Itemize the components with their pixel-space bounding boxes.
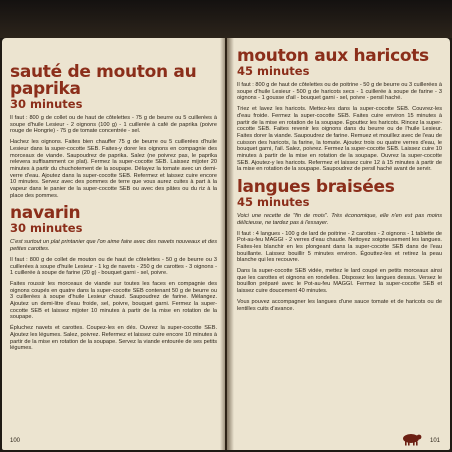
recipe-time: 45 minutes	[237, 195, 310, 210]
recipe-time: 45 minutes	[237, 64, 310, 78]
serving-paragraph: Vous pouvez accompagner les langues d'une sauce tomate et de haricots ou de lentilles cuits d'avance.	[237, 298, 442, 312]
left-page-content	[10, 64, 217, 358]
recipe-title: langues braisées	[237, 177, 395, 198]
mutton-icon	[400, 432, 422, 446]
recipe-title: sauté de mouton au paprika	[10, 62, 197, 99]
instructions-paragraph: Faites roussir les morceaux de viande sur toutes les faces en compagnie des oignons coupés en quatre dans la super-cocotte SEB contenant 50 g de beurre ou 3 cuillerées à soupe d'huile Lesieur chaud. Saupoudrez de farine. Mélangez. Ajoutez un demi-litre d'eau froide, sel, poivre, bouquet garni. Fermez la super-cocotte SEB et laissez mijoter 10 minutes à partir de la mise en rotation de la soupape.	[10, 280, 217, 321]
instructions-paragraph: Hachez les oignons. Faites bien chauffer 75 g de beurre ou 5 cuillerées d'huile Lesieur dans la super-cocotte SEB. Faites-y dorer les oignons en compagnie des morceaux de viande. Saupoudrez de paprika. Salez (ne poivrez pas, le paprika relevera suffisamment ce plat). Fermez la super-cocotte SEB. Laissez mijoter 20 minutes à partir du chuchotement de la soupape. Délayez la tomate avec un demi-verre d'eau. Ajoutez dans la super-cocotte SEB. Refermez et laissez cuire encore 10 minutes. Servez avec des pommes de terre que vous aurez cuites à part à la vapeur dans le panier de la super-cocotte SEB ou avec des pâtes ou du riz à la place des pommes.	[10, 139, 217, 199]
right-page-content	[237, 48, 442, 318]
right-page	[227, 38, 450, 450]
ingredients-paragraph: Il faut : 4 langues - 100 g de lard de poitrine - 2 carottes - 2 oignons - 1 tablette de Pot-au-feu MAGGI - 2 verres d'eau chaude. Nettoyez soigneusement les langues. Faites-les blanchir en les plongeant dans la super-cocotte SEB dans de l'eau bouillante. Laissez bouillir 5 minutes environ. Égouttez-les et retirez la peau blanche qui les recouvre.	[237, 230, 442, 264]
page-number: 101	[429, 438, 440, 444]
recipe-navarin	[10, 205, 217, 352]
recipe-langues-braisees	[237, 179, 442, 312]
recipe-intro: C'est surtout un plat printanier que l'on aime faire avec des navets nouveaux et des petites carottes.	[10, 239, 217, 253]
instructions-paragraph: Épluchez navets et carottes. Coupez-les en dés. Ouvrez la super-cocotte SEB. Ajoutez les légumes. Salez, poivrez. Refermez et laissez cuire encore 10 minutes à partir de la mise en rotation de la soupape. Servez la viande entourée de ses petits légumes.	[10, 325, 217, 352]
instructions-paragraph: Triez et lavez les haricots. Mettez-les dans la super-cocotte SEB. Couvrez-les d'eau froide. Fermez la super-cocotte SEB. Faites cuire environ 15 minutes à partir de la mise en rotation de la soupape. Égouttez les haricots. Rincez la super-cocotte SEB. Faites revenir les oignons dans du beurre ou de l'huile Lesieur. Faites dorer la viande. Saupoudrez de farine. Remuez et mouillez avec de l'eau de cuisson des haricots, la farine, la tomate. Ajoutez trois ou quatre verres d'eau, le bouquet garni, l'ail. Salez, poivrez. Fermez la super-cocotte SEB. Laissez cuire 10 minutes à partir de la mise en rotation de la soupape. Ouvrez la super-cocotte SEB. Ajoutez-y les haricots. Refermez et laissez cuire 12 à 15 minutes à partir de la mise en rotation de la soupape. Saupoudrez de persil haché avant de servir.	[237, 106, 442, 173]
recipe-time: 30 minutes	[10, 221, 83, 236]
ingredients-paragraph: Il faut : 800 g de collet de mouton ou de haut de côtelettes - 50 g de beurre ou 3 cuillerées à soupe d'huile Lesieur - 1 kg de navets - 250 g de carottes - 3 oignons - 1 cuillerée à soupe de farine (20 g) - bouquet garni - sel, poivre.	[10, 256, 217, 277]
page-number: 100	[10, 438, 21, 444]
ingredients-paragraph: Il faut : 800 g de haut de côtelettes ou de poitrine - 50 g de beurre ou 3 cuillerées à soupe d'huile Lesieur - 500 g de haricots secs - 1 cuillerée à soupe de farine - 3 oignons - 1 gousse d'ail - bouquet garni - sel, poivre - persil haché.	[237, 82, 442, 102]
background-edge	[0, 0, 452, 38]
ingredients-paragraph: Il faut : 800 g de collet ou de haut de côtelettes - 75 g de beurre ou 5 cuillerées à soupe d'huile Lesieur - 2 oignons (100 g) - 1 cuillerée à café de paprika (poivre rouge de Hongrie) - 75 g de tomate concentrée - sel.	[10, 115, 217, 135]
recipe-time: 30 minutes	[10, 97, 83, 111]
recipe-title: mouton aux haricots	[237, 46, 429, 66]
recipe-intro: Voici une recette de "fin de mois". Très économique, elle n'en est pas moins délicieuse, ne tardez pas à l'essayer.	[237, 213, 442, 226]
instructions-paragraph: Dans la super-cocotte SEB vidée, mettez le lard coupé en petits morceaux ainsi que les carottes et oignons en rondelles. Disposez les langues dessus. Versez le bouillon préparé avec le Pot-au-feu MAGGI. Fermez la super-cocotte SEB et laissez cuire doucement 40 minutes.	[237, 268, 442, 295]
recipe-title: navarin	[10, 203, 81, 224]
left-page	[2, 38, 225, 450]
recipe-mouton-aux-haricots	[237, 48, 442, 173]
recipe-saute-de-mouton	[10, 64, 217, 199]
